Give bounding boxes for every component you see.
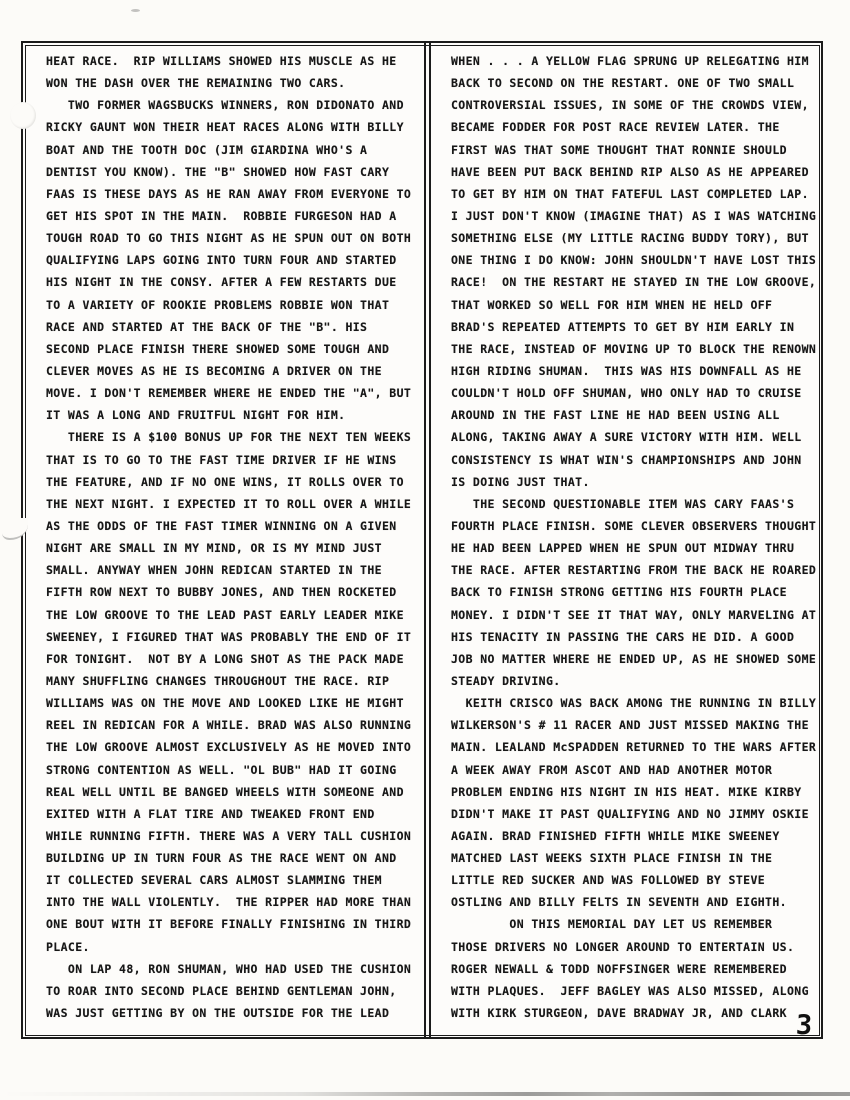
text-line: WHEN . . . A YELLOW FLAG SPRUNG UP RELEGATING HIM xyxy=(451,54,809,68)
text-line: PLACE. xyxy=(46,939,90,954)
text-line: WAS JUST GETTING BY ON THE OUTSIDE FOR THE LEAD xyxy=(46,1006,390,1021)
text-line: BECAME FODDER FOR POST RACE REVIEW LATER. THE xyxy=(451,120,780,135)
text-line: WILKERSON'S # 11 RACER AND JUST MISSED MAKING THE xyxy=(451,718,809,733)
text-line: HIS NIGHT IN THE CONSY. AFTER A FEW RESTARTS DUE xyxy=(46,275,397,290)
text-line: WITH KIRK STURGEON, DAVE BRADWAY JR, AND CLARK xyxy=(451,1006,787,1021)
text-line: THE NEXT NIGHT. I EXPECTED IT TO ROLL OVER A WHILE xyxy=(46,496,412,511)
text-line: THAT IS TO GO TO THE FAST TIME DRIVER IF HE WINS xyxy=(46,452,397,467)
text-line: BRAD'S REPEATED ATTEMPTS TO GET BY HIM EARLY IN xyxy=(451,319,795,334)
text-line: WON THE DASH OVER THE REMAINING TWO CARS. xyxy=(46,76,346,91)
text-line: REEL IN REDICAN FOR A WHILE. BRAD WAS ALSO RUNNING xyxy=(46,718,412,733)
text-line: ALONG, TAKING AWAY A SURE VICTORY WITH HIM. WELL xyxy=(451,430,802,445)
article-frame xyxy=(21,41,823,1039)
text-line: THERE IS A $100 BONUS UP FOR THE NEXT TEN WEEKS xyxy=(46,430,412,445)
text-line: HEAT RACE. RIP WILLIAMS SHOWED HIS MUSCLE AS HE xyxy=(46,54,397,68)
text-line: AS THE ODDS OF THE FAST TIMER WINNING ON A GIVEN xyxy=(46,518,397,533)
text-line: MAIN. LEALAND McSPADDEN RETURNED TO THE WARS AFTER xyxy=(451,740,817,755)
text-line: WHILE RUNNING FIFTH. THERE WAS A VERY TALL CUSHION xyxy=(46,828,412,843)
page-number: 3 xyxy=(794,1010,813,1041)
scan-bottom-edge xyxy=(0,1092,850,1096)
text-line: THAT WORKED SO WELL FOR HIM WHEN HE HELD OFF xyxy=(451,297,773,312)
article-column-right xyxy=(451,50,827,1024)
text-line: ONE BOUT WITH IT BEFORE FINALLY FINISHING IN THIRD xyxy=(46,917,412,932)
text-line: CONTROVERSIAL ISSUES, IN SOME OF THE CROWDS VIEW, xyxy=(451,98,809,113)
text-line: HIGH RIDING SHUMAN. THIS WAS HIS DOWNFALL AS HE xyxy=(451,363,802,378)
text-line: QUALIFYING LAPS GOING INTO TURN FOUR AND STARTED xyxy=(46,253,397,268)
text-line: A WEEK AWAY FROM ASCOT AND HAD ANOTHER MOTOR xyxy=(451,762,773,777)
text-line: STRONG CONTENTION AS WELL. "OL BUB" HAD IT GOING xyxy=(46,762,397,777)
text-line: FOURTH PLACE FINISH. SOME CLEVER OBSERVERS THOUGHT xyxy=(451,518,817,533)
text-line: THOSE DRIVERS NO LONGER AROUND TO ENTERTAIN US. xyxy=(451,939,795,954)
text-line: MANY SHUFFLING CHANGES THROUGHOUT THE RACE. RIP xyxy=(46,673,390,688)
text-line: WITH PLAQUES. JEFF BAGLEY WAS ALSO MISSED, ALONG xyxy=(451,983,809,998)
text-line: MONEY. I DIDN'T SEE IT THAT WAY, ONLY MARVELING AT xyxy=(451,607,817,622)
text-line: RICKY GAUNT WON THEIR HEAT RACES ALONG WITH BILLY xyxy=(46,120,404,135)
text-line: IS DOING JUST THAT. xyxy=(451,474,590,489)
text-line: FOR TONIGHT. NOT BY A LONG SHOT AS THE PACK MADE xyxy=(46,651,404,666)
text-line: MOVE. I DON'T REMEMBER WHERE HE ENDED THE "A", BUT xyxy=(46,386,412,401)
text-line: THE SECOND QUESTIONABLE ITEM WAS CARY FAAS'S xyxy=(451,496,795,511)
text-line: WILLIAMS WAS ON THE MOVE AND LOOKED LIKE HE MIGHT xyxy=(46,696,404,711)
article-column-left xyxy=(46,50,422,1024)
text-line: COULDN'T HOLD OFF SHUMAN, WHO ONLY HAD TO CRUISE xyxy=(451,386,802,401)
text-line: THE LOW GROOVE TO THE LEAD PAST EARLY LEADER MIKE xyxy=(46,607,404,622)
text-line: THE RACE. AFTER RESTARTING FROM THE BACK HE ROARED xyxy=(451,563,817,578)
text-line: AROUND IN THE FAST LINE HE HAD BEEN USING ALL xyxy=(451,408,780,423)
text-line: SECOND PLACE FINISH THERE SHOWED SOME TOUGH AND xyxy=(46,341,390,356)
text-line: DIDN'T MAKE IT PAST QUALIFYING AND NO JIMMY OSKIE xyxy=(451,806,809,821)
text-line: HIS TENACITY IN PASSING THE CARS HE DID. A GOOD xyxy=(451,629,795,644)
text-line: HAVE BEEN PUT BACK BEHIND RIP ALSO AS HE APPEARED xyxy=(451,164,809,179)
text-line: CLEVER MOVES AS HE IS BECOMING A DRIVER ON THE xyxy=(46,363,382,378)
column-divider-rule xyxy=(424,43,431,1037)
text-line: IT COLLECTED SEVERAL CARS ALMOST SLAMMING THEM xyxy=(46,873,382,888)
text-line: OSTLING AND BILLY FELTS IN SEVENTH AND EIGHTH. xyxy=(451,895,787,910)
text-line: IT WAS A LONG AND FRUITFUL NIGHT FOR HIM. xyxy=(46,408,346,423)
text-line: ROGER NEWALL & TODD NOFFSINGER WERE REMEMBERED xyxy=(451,961,787,976)
text-line: SMALL. ANYWAY WHEN JOHN REDICAN STARTED IN THE xyxy=(46,563,382,578)
text-line: LITTLE RED SUCKER AND WAS FOLLOWED BY STEVE xyxy=(451,873,766,888)
text-line: DENTIST YOU KNOW). THE "B" SHOWED HOW FAST CARY xyxy=(46,164,390,179)
text-line: RACE AND STARTED AT THE BACK OF THE "B". HIS xyxy=(46,319,368,334)
text-line: ON THIS MEMORIAL DAY LET US REMEMBER xyxy=(451,917,773,932)
text-line: I JUST DON'T KNOW (IMAGINE THAT) AS I WAS WATCHING xyxy=(451,208,817,223)
text-line: CONSISTENCY IS WHAT WIN'S CHAMPIONSHIPS AND JOHN xyxy=(451,452,802,467)
text-line: EXITED WITH A FLAT TIRE AND TWEAKED FRONT END xyxy=(46,806,375,821)
text-line: SOMETHING ELSE (MY LITTLE RACING BUDDY TORY), BUT xyxy=(451,231,809,246)
text-line: JOB NO MATTER WHERE HE ENDED UP, AS HE SHOWED SOME xyxy=(451,651,817,666)
text-line: THE LOW GROOVE ALMOST EXCLUSIVELY AS HE MOVED INTO xyxy=(46,740,412,755)
text-line: TO A VARIETY OF ROOKIE PROBLEMS ROBBIE WON THAT xyxy=(46,297,390,312)
text-line: BUILDING UP IN TURN FOUR AS THE RACE WENT ON AND xyxy=(46,851,397,866)
text-line: TO ROAR INTO SECOND PLACE BEHIND GENTLEMAN JOHN, xyxy=(46,983,397,998)
text-line: BOAT AND THE TOOTH DOC (JIM GIARDINA WHO'S A xyxy=(46,142,368,157)
text-line: ON LAP 48, RON SHUMAN, WHO HAD USED THE CUSHION xyxy=(46,961,412,976)
text-line: GET HIS SPOT IN THE MAIN. ROBBIE FURGESON HAD A xyxy=(46,208,397,223)
text-line: KEITH CRISCO WAS BACK AMONG THE RUNNING IN BILLY xyxy=(451,696,817,711)
text-line: TO GET BY HIM ON THAT FATEFUL LAST COMPLETED LAP. xyxy=(451,186,809,201)
text-line: PROBLEM ENDING HIS NIGHT IN HIS HEAT. MIKE KIRBY xyxy=(451,784,802,799)
text-line: THE RACE, INSTEAD OF MOVING UP TO BLOCK THE RENOWN xyxy=(451,341,817,356)
text-line: BACK TO FINISH STRONG GETTING HIS FOURTH PLACE xyxy=(451,585,787,600)
text-line: HE HAD BEEN LAPPED WHEN HE SPUN OUT MIDWAY THRU xyxy=(451,541,795,556)
text-line: ONE THING I DO KNOW: JOHN SHOULDN'T HAVE LOST THIS xyxy=(451,253,817,268)
text-line: TWO FORMER WAGSBUCKS WINNERS, RON DIDONATO AND xyxy=(46,98,404,113)
text-line: REAL WELL UNTIL BE BANGED WHEELS WITH SOMEONE AND xyxy=(46,784,404,799)
text-line: NIGHT ARE SMALL IN MY MIND, OR IS MY MIND JUST xyxy=(46,541,382,556)
text-line: TOUGH ROAD TO GO THIS NIGHT AS HE SPUN OUT ON BOTH xyxy=(46,231,412,246)
scan-binder-notch xyxy=(10,102,36,129)
text-line: AGAIN. BRAD FINISHED FIFTH WHILE MIKE SWEENEY xyxy=(451,828,780,843)
text-line: INTO THE WALL VIOLENTLY. THE RIPPER HAD MORE THAN xyxy=(46,895,412,910)
text-line: FAAS IS THESE DAYS AS HE RAN AWAY FROM EVERYONE TO xyxy=(46,186,412,201)
text-line: MATCHED LAST WEEKS SIXTH PLACE FINISH IN THE xyxy=(451,851,773,866)
text-line: FIFTH ROW NEXT TO BUBBY JONES, AND THEN ROCKETED xyxy=(46,585,397,600)
text-line: STEADY DRIVING. xyxy=(451,673,561,688)
text-line: SWEENEY, I FIGURED THAT WAS PROBABLY THE END OF IT xyxy=(46,629,412,644)
text-line: RACE! ON THE RESTART HE STAYED IN THE LOW GROOVE, xyxy=(451,275,817,290)
text-line: FIRST WAS THAT SOME THOUGHT THAT RONNIE SHOULD xyxy=(451,142,787,157)
scan-speck xyxy=(131,9,140,12)
text-line: THE FEATURE, AND IF NO ONE WINS, IT ROLLS OVER TO xyxy=(46,474,404,489)
text-line: BACK TO SECOND ON THE RESTART. ONE OF TWO SMALL xyxy=(451,76,795,91)
